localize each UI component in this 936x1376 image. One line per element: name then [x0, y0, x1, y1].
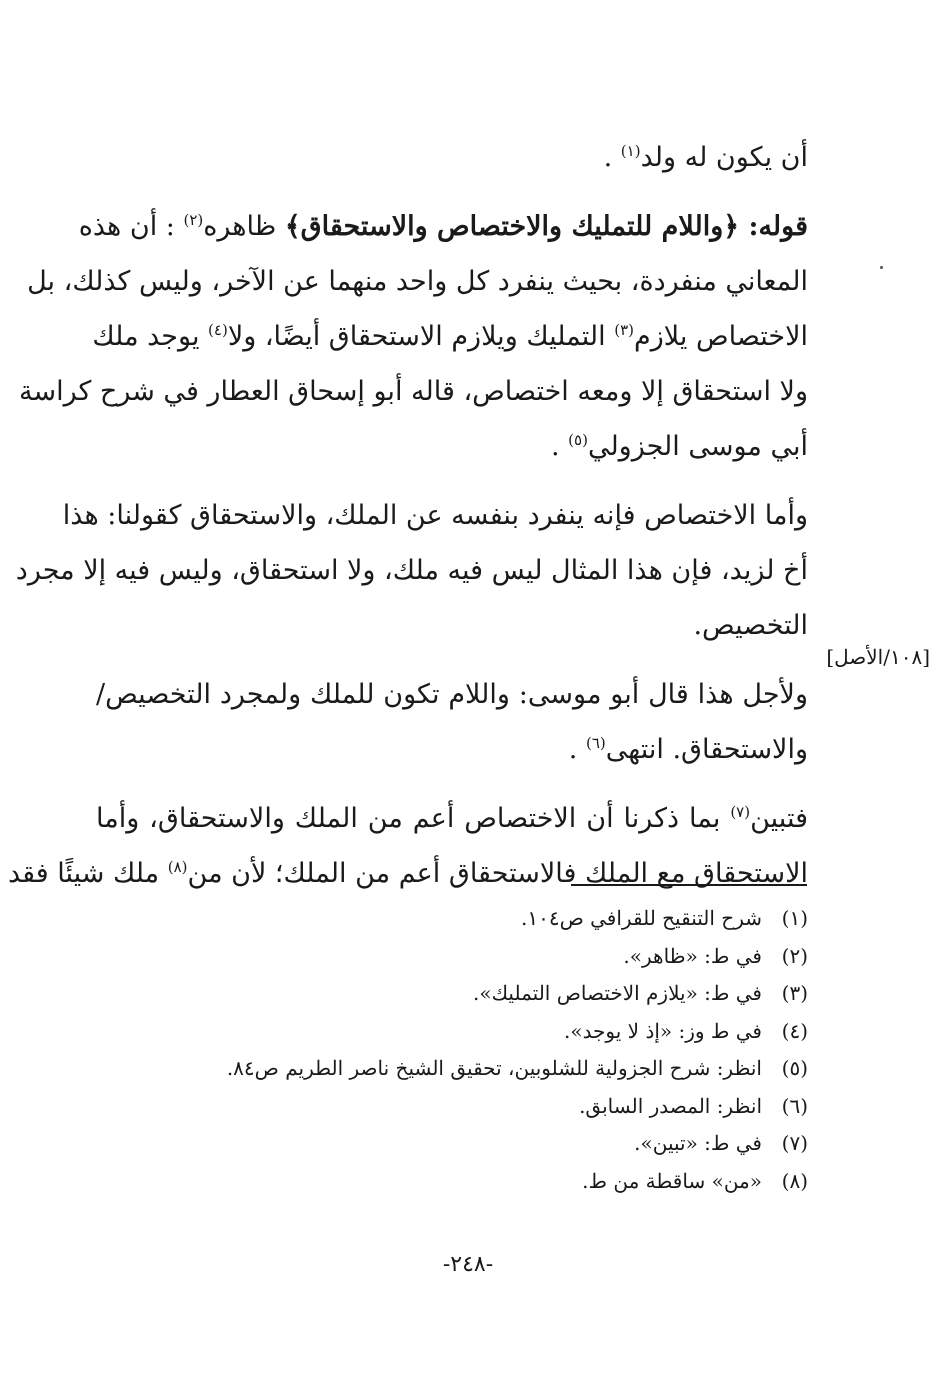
footnote-text: في ط: «تبين».	[634, 1131, 762, 1155]
text-line: وأما الاختصاص فإنه ينفرد بنفسه عن الملك، والاستحقاق كقولنا: هذا	[62, 500, 808, 531]
footnote	[108, 1088, 808, 1126]
footnote-number: (٢)	[781, 943, 808, 968]
main-text	[7, 130, 808, 901]
text-line: التخصيص.	[693, 610, 808, 641]
footnote-number: (٧)	[781, 1131, 808, 1155]
text-line: الاختصاص يلازم$^{(٣)}$ التمليك ويلازم الاستحقاق أيضًا، ولا$^{(٤)}$ يوجد ملك	[92, 321, 808, 352]
text-line: أخ لزيد، فإن هذا المثال ليس فيه ملك، ولا استحقاق، وليس فيه إلا مجرد	[15, 555, 808, 586]
footnote-ref: (٦)	[585, 734, 606, 752]
quoted-phrase: قوله: ﴿واللام للتمليك والاختصاص والاستحقاق﴾	[284, 211, 808, 242]
paragraph-1	[96, 130, 808, 185]
paragraph-3	[15, 488, 808, 653]
text-line: الاستحقاق مع الملك فالاستحقاق أعم من الملك؛ لأن من$^{(٨)}$ ملك شيئًا فقد	[7, 858, 808, 889]
text-line: ولأجل هذا قال أبو موسى: واللام تكون للملك ولمجرد التخصيص/	[96, 679, 808, 710]
footnote-ref: (٢)	[183, 211, 204, 229]
footnote-number: (٦)	[781, 1093, 808, 1118]
footnotes	[108, 900, 808, 1200]
footnote-text: شرح التنقيح للقرافي ص١٠٤.	[521, 906, 762, 930]
footnote	[108, 1163, 808, 1201]
text-line: أبي موسى الجزولي$^{(٥)}$ .	[550, 431, 808, 462]
footnote-text: في ط وز: «إذ لا يوجد».	[563, 1018, 762, 1043]
footnote	[108, 1013, 808, 1051]
footnote-text: في ط: «ظاهر».	[623, 943, 762, 968]
footnote-text: «من» ساقطة من ط.	[582, 1168, 762, 1193]
footnote-ref: (٨)	[167, 858, 188, 876]
footnote-text: انظر: شرح الجزولية للشلوبين، تحقيق الشيخ ناصر الطريم ص٨٤.	[226, 1056, 762, 1080]
footnote-number: (٨)	[781, 1168, 808, 1193]
footnote-ref: (٤)	[208, 321, 228, 339]
footnote	[108, 938, 808, 976]
text-line: قوله: ﴿واللام للتمليك والاختصاص والاستحقاق﴾ ظاهره$^{(٢)}$ : أن هذه	[78, 211, 808, 242]
footnote	[108, 1125, 808, 1163]
footnote-ref: (١)	[620, 142, 641, 160]
speck-mark	[880, 266, 883, 269]
page-number: -٢٤٨-	[442, 1252, 494, 1277]
footnote-number: (٣)	[781, 981, 808, 1005]
footnote-number: (٤)	[781, 1018, 808, 1043]
paragraph-4	[96, 667, 808, 777]
footnote	[108, 1050, 808, 1088]
footnote	[108, 975, 808, 1013]
footnote-number: (١)	[781, 906, 808, 930]
footnote	[108, 900, 808, 938]
footnote-ref: (٧)	[730, 803, 751, 821]
footnote-text: انظر: المصدر السابق.	[579, 1093, 762, 1118]
paragraph-2	[18, 199, 808, 474]
text-line: أن يكون له ولد$^{(١)}$ .	[603, 142, 808, 173]
footnote-ref: (٥)	[568, 431, 588, 449]
margin-reference: [١٠٨/الأصل]	[826, 645, 930, 669]
footnote-text: في ط: «يلازم الاختصاص التمليك».	[472, 981, 762, 1005]
text-line: المعاني منفردة، بحيث ينفرد كل واحد منهما عن الآخر، وليس كذلك، بل	[27, 266, 808, 297]
footnote-ref: (٣)	[614, 321, 635, 339]
footnote-separator	[571, 884, 807, 886]
text-line: فتبين$^{(٧)}$ بما ذكرنا أن الاختصاص أعم من الملك والاستحقاق، وأما	[96, 803, 808, 834]
text-line: ولا استحقاق إلا ومعه اختصاص، قاله أبو إسحاق العطار في شرح كراسة	[18, 376, 808, 407]
footnote-number: (٥)	[781, 1056, 808, 1080]
text-line: والاستحقاق. انتهى$^{(٦)}$ .	[568, 734, 808, 765]
